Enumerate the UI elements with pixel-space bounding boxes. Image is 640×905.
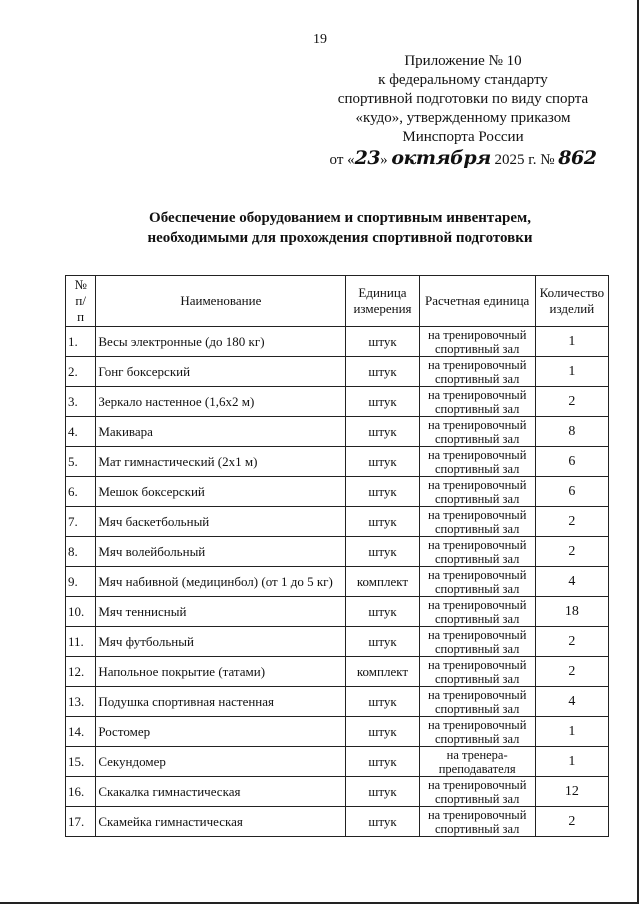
cell-unit: штук bbox=[346, 807, 419, 837]
cell-qty: 4 bbox=[535, 567, 608, 597]
date-year: 2025 г. № bbox=[494, 152, 555, 168]
cell-per: на тренировочный спортивный зал bbox=[419, 657, 535, 687]
cell-unit: штук bbox=[346, 507, 419, 537]
cell-name: Мяч баскетбольный bbox=[96, 507, 346, 537]
cell-per: на тренировочный спортивный зал bbox=[419, 717, 535, 747]
cell-qty: 18 bbox=[535, 597, 608, 627]
cell-num: 4. bbox=[66, 417, 96, 447]
cell-qty: 1 bbox=[535, 747, 608, 777]
cell-name: Напольное покрытие (татами) bbox=[96, 657, 346, 687]
cell-name: Макивара bbox=[96, 417, 346, 447]
cell-unit: штук bbox=[346, 327, 419, 357]
cell-name: Зеркало настенное (1,6х2 м) bbox=[96, 387, 346, 417]
cell-qty: 1 bbox=[535, 327, 608, 357]
cell-per: на тренировочный спортивный зал bbox=[419, 447, 535, 477]
document-title bbox=[0, 208, 640, 248]
cell-num: 2. bbox=[66, 357, 96, 387]
table-row bbox=[66, 477, 609, 507]
cell-per: на тренировочный спортивный зал bbox=[419, 387, 535, 417]
cell-per: на тренировочный спортивный зал bbox=[419, 807, 535, 837]
title-line: необходимыми для прохождения спортивной подготовки bbox=[147, 230, 533, 246]
appendix-line: Приложение № 10 bbox=[404, 53, 522, 69]
table-row bbox=[66, 807, 609, 837]
title-line: Обеспечение оборудованием и спортивным инвентарем, bbox=[149, 210, 531, 226]
header-unit: Единица измерения bbox=[346, 276, 419, 327]
cell-per: на тренировочный спортивный зал bbox=[419, 777, 535, 807]
cell-qty: 1 bbox=[535, 717, 608, 747]
cell-name: Мяч футбольный bbox=[96, 627, 346, 657]
cell-num: 6. bbox=[66, 477, 96, 507]
cell-num: 3. bbox=[66, 387, 96, 417]
cell-per: на тренера-преподавателя bbox=[419, 747, 535, 777]
cell-name: Мат гимнастический (2х1 м) bbox=[96, 447, 346, 477]
cell-unit: штук bbox=[346, 387, 419, 417]
table-row bbox=[66, 627, 609, 657]
handwritten-day: 23 bbox=[354, 147, 381, 169]
cell-num: 15. bbox=[66, 747, 96, 777]
cell-name: Скакалка гимнастическая bbox=[96, 777, 346, 807]
cell-name: Мяч теннисный bbox=[96, 597, 346, 627]
cell-unit: штук bbox=[346, 687, 419, 717]
cell-name: Весы электронные (до 180 кг) bbox=[96, 327, 346, 357]
equipment-table bbox=[65, 275, 609, 837]
cell-qty: 2 bbox=[535, 387, 608, 417]
table-row bbox=[66, 777, 609, 807]
table-row bbox=[66, 537, 609, 567]
appendix-line: к федеральному стандарту bbox=[378, 72, 548, 88]
cell-per: на тренировочный спортивный зал bbox=[419, 357, 535, 387]
table-row bbox=[66, 597, 609, 627]
cell-qty: 6 bbox=[535, 477, 608, 507]
cell-num: 1. bbox=[66, 327, 96, 357]
cell-per: на тренировочный спортивный зал bbox=[419, 687, 535, 717]
cell-per: на тренировочный спортивный зал bbox=[419, 537, 535, 567]
table-row bbox=[66, 657, 609, 687]
cell-qty: 8 bbox=[535, 417, 608, 447]
cell-num: 9. bbox=[66, 567, 96, 597]
cell-name: Секундомер bbox=[96, 747, 346, 777]
cell-num: 13. bbox=[66, 687, 96, 717]
appendix-line: «кудо», утвержденному приказом bbox=[355, 110, 571, 126]
cell-num: 5. bbox=[66, 447, 96, 477]
table-row bbox=[66, 417, 609, 447]
header-per: Расчетная единица bbox=[419, 276, 535, 327]
cell-num: 7. bbox=[66, 507, 96, 537]
cell-qty: 2 bbox=[535, 627, 608, 657]
page-number: 19 bbox=[313, 32, 327, 47]
cell-name: Гонг боксерский bbox=[96, 357, 346, 387]
cell-num: 11. bbox=[66, 627, 96, 657]
table-row bbox=[66, 507, 609, 537]
cell-num: 14. bbox=[66, 717, 96, 747]
table-row bbox=[66, 357, 609, 387]
appendix-line: спортивной подготовки по виду спорта bbox=[337, 91, 589, 107]
cell-per: на тренировочный спортивный зал bbox=[419, 507, 535, 537]
cell-num: 8. bbox=[66, 537, 96, 567]
table-row bbox=[66, 747, 609, 777]
cell-unit: штук bbox=[346, 477, 419, 507]
cell-unit: штук bbox=[346, 717, 419, 747]
handwritten-order-number: 862 bbox=[558, 147, 597, 169]
cell-qty: 1 bbox=[535, 357, 608, 387]
cell-unit: комплект bbox=[346, 657, 419, 687]
cell-qty: 2 bbox=[535, 657, 608, 687]
cell-name: Ростомер bbox=[96, 717, 346, 747]
cell-num: 10. bbox=[66, 597, 96, 627]
cell-per: на тренировочный спортивный зал bbox=[419, 477, 535, 507]
cell-qty: 2 bbox=[535, 807, 608, 837]
cell-qty: 12 bbox=[535, 777, 608, 807]
table-row bbox=[66, 717, 609, 747]
cell-num: 17. bbox=[66, 807, 96, 837]
cell-per: на тренировочный спортивный зал bbox=[419, 327, 535, 357]
cell-name: Подушка спортивная настенная bbox=[96, 687, 346, 717]
cell-unit: штук bbox=[346, 537, 419, 567]
table-row bbox=[66, 687, 609, 717]
cell-per: на тренировочный спортивный зал bbox=[419, 597, 535, 627]
appendix-line: Минспорта России bbox=[402, 129, 524, 145]
order-date-line bbox=[318, 149, 608, 170]
cell-per: на тренировочный спортивный зал bbox=[419, 627, 535, 657]
date-prefix: от « bbox=[329, 152, 355, 168]
header-qty: Количество изделий bbox=[535, 276, 608, 327]
cell-name: Мешок боксерский bbox=[96, 477, 346, 507]
table-row bbox=[66, 567, 609, 597]
cell-unit: штук bbox=[346, 627, 419, 657]
appendix-header bbox=[318, 52, 608, 170]
cell-unit: комплект bbox=[346, 567, 419, 597]
handwritten-month: октября bbox=[391, 147, 491, 169]
cell-per: на тренировочный спортивный зал bbox=[419, 567, 535, 597]
cell-unit: штук bbox=[346, 417, 419, 447]
cell-name: Скамейка гимнастическая bbox=[96, 807, 346, 837]
cell-qty: 4 bbox=[535, 687, 608, 717]
cell-name: Мяч волейбольный bbox=[96, 537, 346, 567]
cell-qty: 2 bbox=[535, 507, 608, 537]
table-header-row bbox=[66, 276, 609, 327]
header-num: № п/п bbox=[66, 276, 96, 327]
cell-unit: штук bbox=[346, 597, 419, 627]
cell-unit: штук bbox=[346, 747, 419, 777]
cell-num: 16. bbox=[66, 777, 96, 807]
cell-unit: штук bbox=[346, 357, 419, 387]
table-row bbox=[66, 327, 609, 357]
date-mid: » bbox=[380, 152, 388, 168]
cell-num: 12. bbox=[66, 657, 96, 687]
cell-per: на тренировочный спортивный зал bbox=[419, 417, 535, 447]
cell-unit: штук bbox=[346, 447, 419, 477]
table-row bbox=[66, 447, 609, 477]
header-name: Наименование bbox=[96, 276, 346, 327]
cell-name: Мяч набивной (медицинбол) (от 1 до 5 кг) bbox=[96, 567, 346, 597]
table-row bbox=[66, 387, 609, 417]
cell-qty: 2 bbox=[535, 537, 608, 567]
cell-unit: штук bbox=[346, 777, 419, 807]
cell-qty: 6 bbox=[535, 447, 608, 477]
